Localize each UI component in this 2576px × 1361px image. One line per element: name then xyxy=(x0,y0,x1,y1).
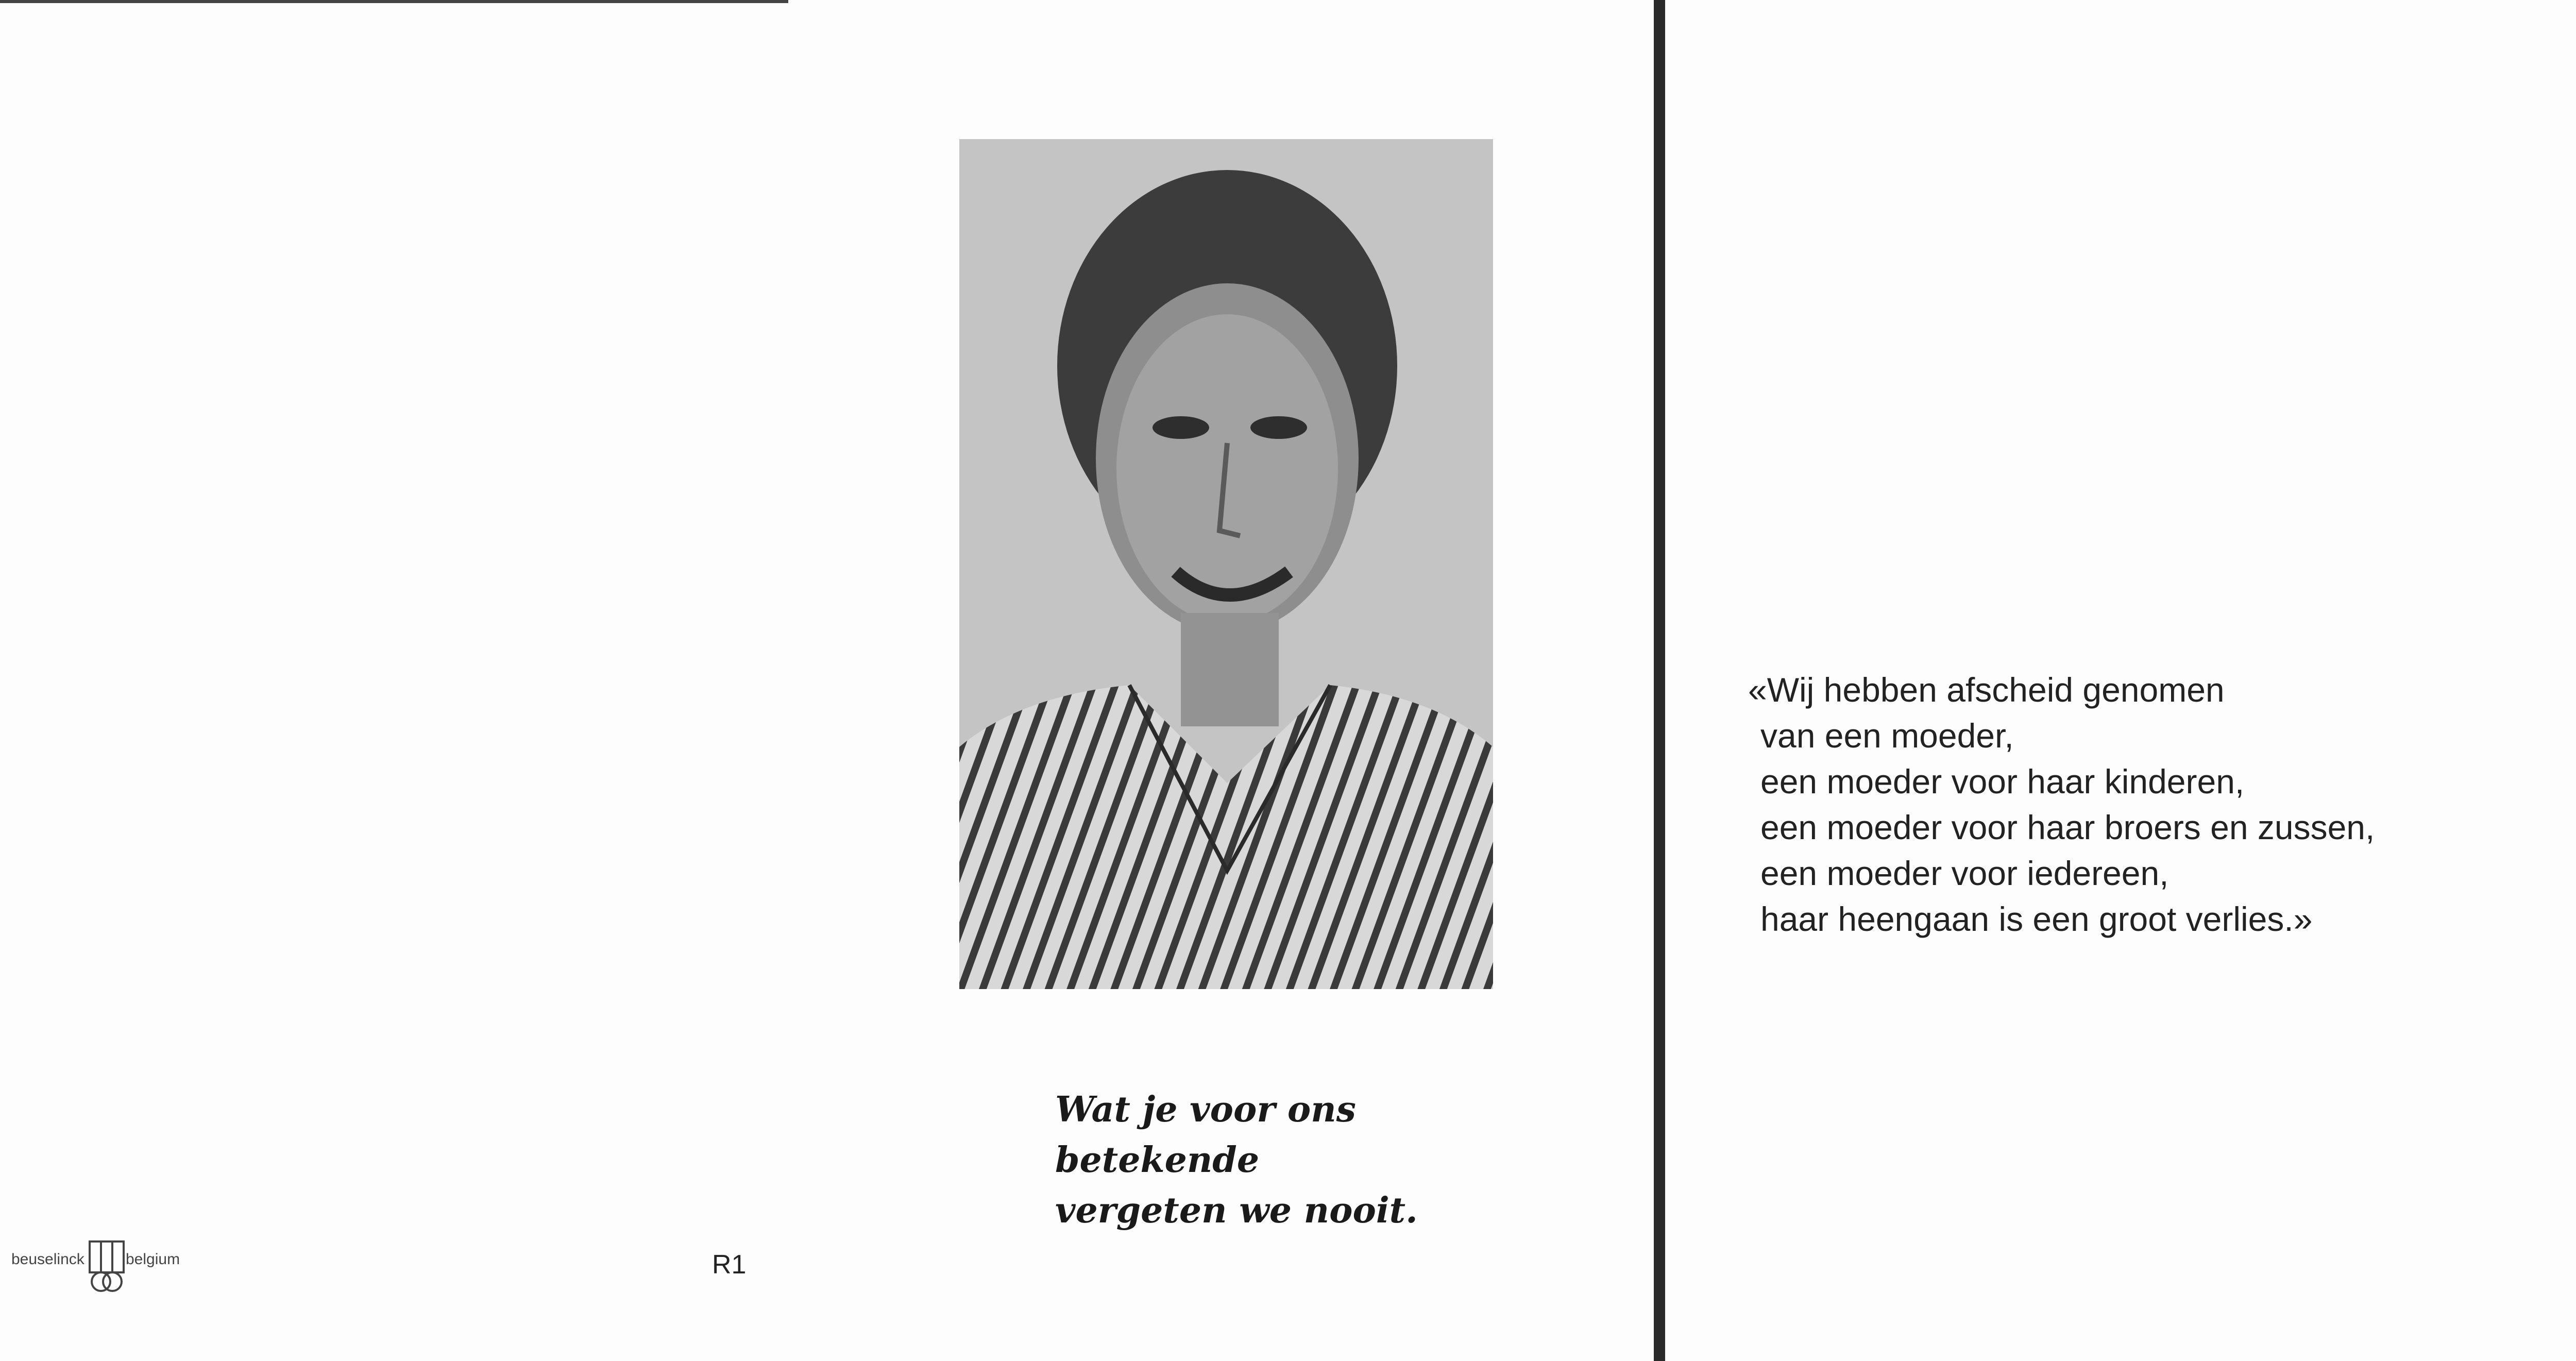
top-edge-mark xyxy=(0,0,788,3)
portrait-photo xyxy=(959,139,1493,989)
printer-logo-left-text: beuselinck xyxy=(11,1251,84,1268)
portrait-illustration xyxy=(959,139,1493,989)
quote-line: «Wij hebben afscheid genomen xyxy=(1748,671,2225,709)
verse-line: Wat je voor ons xyxy=(1055,1089,1356,1130)
quote-line: haar heengaan is een groot verlies.» xyxy=(1760,900,2313,938)
memorial-verse xyxy=(1055,1084,1418,1236)
quote-line: een moeder voor haar kinderen, xyxy=(1760,762,2245,801)
verse-line: betekende xyxy=(1055,1139,1260,1181)
card-code: R1 xyxy=(712,1250,747,1280)
spouse-relation xyxy=(2421,373,2576,412)
printer-logo-right-text: belgium xyxy=(126,1251,180,1268)
farewell-quote xyxy=(1748,667,2375,942)
dedication-line xyxy=(2421,188,2576,226)
title-line xyxy=(2421,250,2576,288)
quote-line: een moeder voor haar broers en zussen, xyxy=(1760,808,2375,846)
printer-logo xyxy=(11,1240,187,1297)
quote-line: een moeder voor iedereen, xyxy=(1760,854,2169,892)
verse-line: vergeten we nooit. xyxy=(1055,1190,1418,1231)
deceased-name xyxy=(2421,308,2576,350)
printer-emblem-icon xyxy=(89,1240,125,1295)
card-fold-divider xyxy=(1654,0,1665,1361)
quote-line: van een moeder, xyxy=(1760,717,2014,755)
spouse-name xyxy=(2421,420,2576,458)
